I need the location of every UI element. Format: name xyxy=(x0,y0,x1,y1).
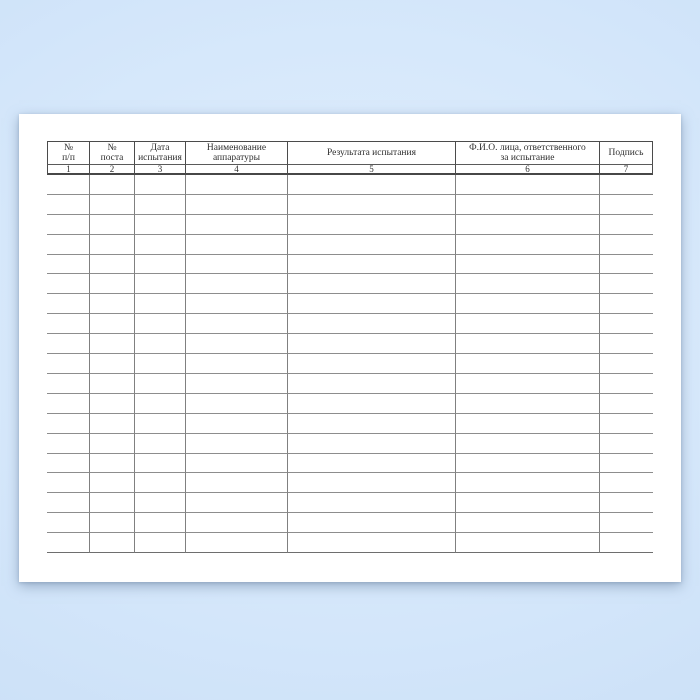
table-cell xyxy=(287,394,455,414)
table-cell xyxy=(455,235,599,255)
table-cell xyxy=(89,294,134,314)
table-cell xyxy=(134,294,185,314)
table-cell xyxy=(287,255,455,275)
table-cell xyxy=(455,414,599,434)
table-cell xyxy=(455,493,599,513)
table-cell xyxy=(599,513,653,533)
table-cell xyxy=(599,434,653,454)
table-cell xyxy=(185,175,287,195)
table-cell xyxy=(599,533,653,553)
table-cell xyxy=(455,454,599,474)
table-cell xyxy=(455,294,599,314)
col-header-line: Ф.И.О. лица, ответственного xyxy=(469,142,586,153)
table-cell xyxy=(455,533,599,553)
table-cell xyxy=(599,374,653,394)
table-cell xyxy=(89,314,134,334)
table-cell xyxy=(134,175,185,195)
table-cell xyxy=(89,215,134,235)
table-cell xyxy=(134,493,185,513)
table-cell xyxy=(287,274,455,294)
table-cell xyxy=(455,473,599,493)
table-cell xyxy=(89,274,134,294)
table-cell xyxy=(455,434,599,454)
table-cell xyxy=(455,354,599,374)
table-cell xyxy=(134,314,185,334)
table-cell xyxy=(89,235,134,255)
table-cell xyxy=(599,314,653,334)
table-cell xyxy=(134,195,185,215)
table-cell xyxy=(185,354,287,374)
table-cell xyxy=(185,394,287,414)
table-cell xyxy=(134,374,185,394)
table-cell xyxy=(287,434,455,454)
table-cell xyxy=(287,235,455,255)
col-number-5: 5 xyxy=(287,164,455,175)
table-cell xyxy=(287,414,455,434)
table-cell xyxy=(134,334,185,354)
table-cell xyxy=(287,294,455,314)
table-cell xyxy=(134,255,185,275)
table-cell xyxy=(47,274,89,294)
table-cell xyxy=(89,454,134,474)
table-cell xyxy=(47,235,89,255)
table-cell xyxy=(134,434,185,454)
table-cell xyxy=(455,374,599,394)
col-header-line: Дата xyxy=(150,142,170,153)
table-cell xyxy=(599,454,653,474)
table-cell xyxy=(134,394,185,414)
table-cell xyxy=(185,473,287,493)
table-cell xyxy=(185,493,287,513)
table-cell xyxy=(89,414,134,434)
col-header-line: Наименование xyxy=(206,142,267,153)
col-header-line: поста xyxy=(100,153,124,163)
journal-page xyxy=(19,114,681,582)
table-cell xyxy=(287,314,455,334)
col-header-post-no xyxy=(89,141,134,164)
col-header-line: аппаратуры xyxy=(212,153,261,163)
table-cell xyxy=(287,533,455,553)
table-cell xyxy=(89,255,134,275)
col-number-4: 4 xyxy=(185,164,287,175)
table-cell xyxy=(455,175,599,195)
col-number-1: 1 xyxy=(47,164,89,175)
table-cell xyxy=(47,175,89,195)
table-cell xyxy=(287,215,455,235)
table-cell xyxy=(47,354,89,374)
table-cell xyxy=(599,414,653,434)
col-header-signature xyxy=(599,141,653,164)
table-cell xyxy=(185,274,287,294)
table-cell xyxy=(287,473,455,493)
table-cell xyxy=(287,195,455,215)
table-cell xyxy=(134,513,185,533)
table-cell xyxy=(134,473,185,493)
table-cell xyxy=(455,334,599,354)
table-cell xyxy=(599,255,653,275)
table-cell xyxy=(47,414,89,434)
table-cell xyxy=(47,473,89,493)
table-cell xyxy=(185,334,287,354)
table-cell xyxy=(185,195,287,215)
table-cell xyxy=(89,394,134,414)
table-cell xyxy=(47,533,89,553)
table-cell xyxy=(134,215,185,235)
col-header-test-date xyxy=(134,141,185,164)
table-cell xyxy=(47,493,89,513)
table-cell xyxy=(185,374,287,394)
table-cell xyxy=(47,195,89,215)
col-number-2: 2 xyxy=(89,164,134,175)
table-cell xyxy=(185,533,287,553)
table-cell xyxy=(455,394,599,414)
table-cell xyxy=(47,454,89,474)
table-cell xyxy=(599,175,653,195)
table-cell xyxy=(287,334,455,354)
table-cell xyxy=(47,513,89,533)
table-cell xyxy=(185,255,287,275)
col-number-3: 3 xyxy=(134,164,185,175)
col-header-line: за испытание xyxy=(500,153,555,163)
table-cell xyxy=(134,414,185,434)
table-cell xyxy=(134,235,185,255)
table-cell xyxy=(185,454,287,474)
table-cell xyxy=(47,334,89,354)
table-cell xyxy=(455,255,599,275)
table-cell xyxy=(599,473,653,493)
table-cell xyxy=(287,513,455,533)
col-header-equipment-name xyxy=(185,141,287,164)
table-cell xyxy=(47,314,89,334)
table-cell xyxy=(185,513,287,533)
table-cell xyxy=(599,195,653,215)
table-cell xyxy=(134,533,185,553)
table-cell xyxy=(287,354,455,374)
table-cell xyxy=(89,354,134,374)
col-header-line: Результата испытания xyxy=(327,147,416,158)
col-number-6: 6 xyxy=(455,164,599,175)
table-cell xyxy=(599,493,653,513)
table-cell xyxy=(47,434,89,454)
table-cell xyxy=(89,334,134,354)
table-cell xyxy=(185,434,287,454)
table-cell xyxy=(47,394,89,414)
table-cell xyxy=(47,215,89,235)
table-cell xyxy=(599,235,653,255)
table-cell xyxy=(89,434,134,454)
table-cell xyxy=(185,414,287,434)
table-cell xyxy=(134,454,185,474)
col-number-7: 7 xyxy=(599,164,653,175)
table-cell xyxy=(599,215,653,235)
table-cell xyxy=(287,175,455,195)
table-cell xyxy=(599,334,653,354)
col-header-no xyxy=(47,141,89,164)
table-cell xyxy=(47,294,89,314)
table-cell xyxy=(599,354,653,374)
table-cell xyxy=(599,394,653,414)
table-cell xyxy=(185,294,287,314)
table-cell xyxy=(287,454,455,474)
table-cell xyxy=(599,294,653,314)
table-cell xyxy=(134,274,185,294)
table-cell xyxy=(287,374,455,394)
col-header-test-result xyxy=(287,141,455,164)
table-cell xyxy=(185,235,287,255)
table-cell xyxy=(89,533,134,553)
table-cell xyxy=(89,374,134,394)
table-cell xyxy=(455,513,599,533)
table-cell xyxy=(89,493,134,513)
col-header-line: № xyxy=(63,142,74,153)
table-cell xyxy=(89,473,134,493)
table-cell xyxy=(89,195,134,215)
table-cell xyxy=(47,255,89,275)
col-header-line: № xyxy=(107,142,117,153)
table-cell xyxy=(455,215,599,235)
test-log-table xyxy=(47,141,653,553)
table-cell xyxy=(89,175,134,195)
table-cell xyxy=(287,493,455,513)
table-cell xyxy=(455,195,599,215)
table-cell xyxy=(455,274,599,294)
table-cell xyxy=(47,374,89,394)
table-cell xyxy=(185,314,287,334)
col-header-responsible-person xyxy=(455,141,599,164)
table-cell xyxy=(599,274,653,294)
table-cell xyxy=(455,314,599,334)
col-header-line: п/п xyxy=(62,153,75,163)
col-header-line: Подпись xyxy=(608,147,644,158)
table-cell xyxy=(134,354,185,374)
col-header-line: испытания xyxy=(138,153,182,163)
table-cell xyxy=(89,513,134,533)
table-cell xyxy=(185,215,287,235)
